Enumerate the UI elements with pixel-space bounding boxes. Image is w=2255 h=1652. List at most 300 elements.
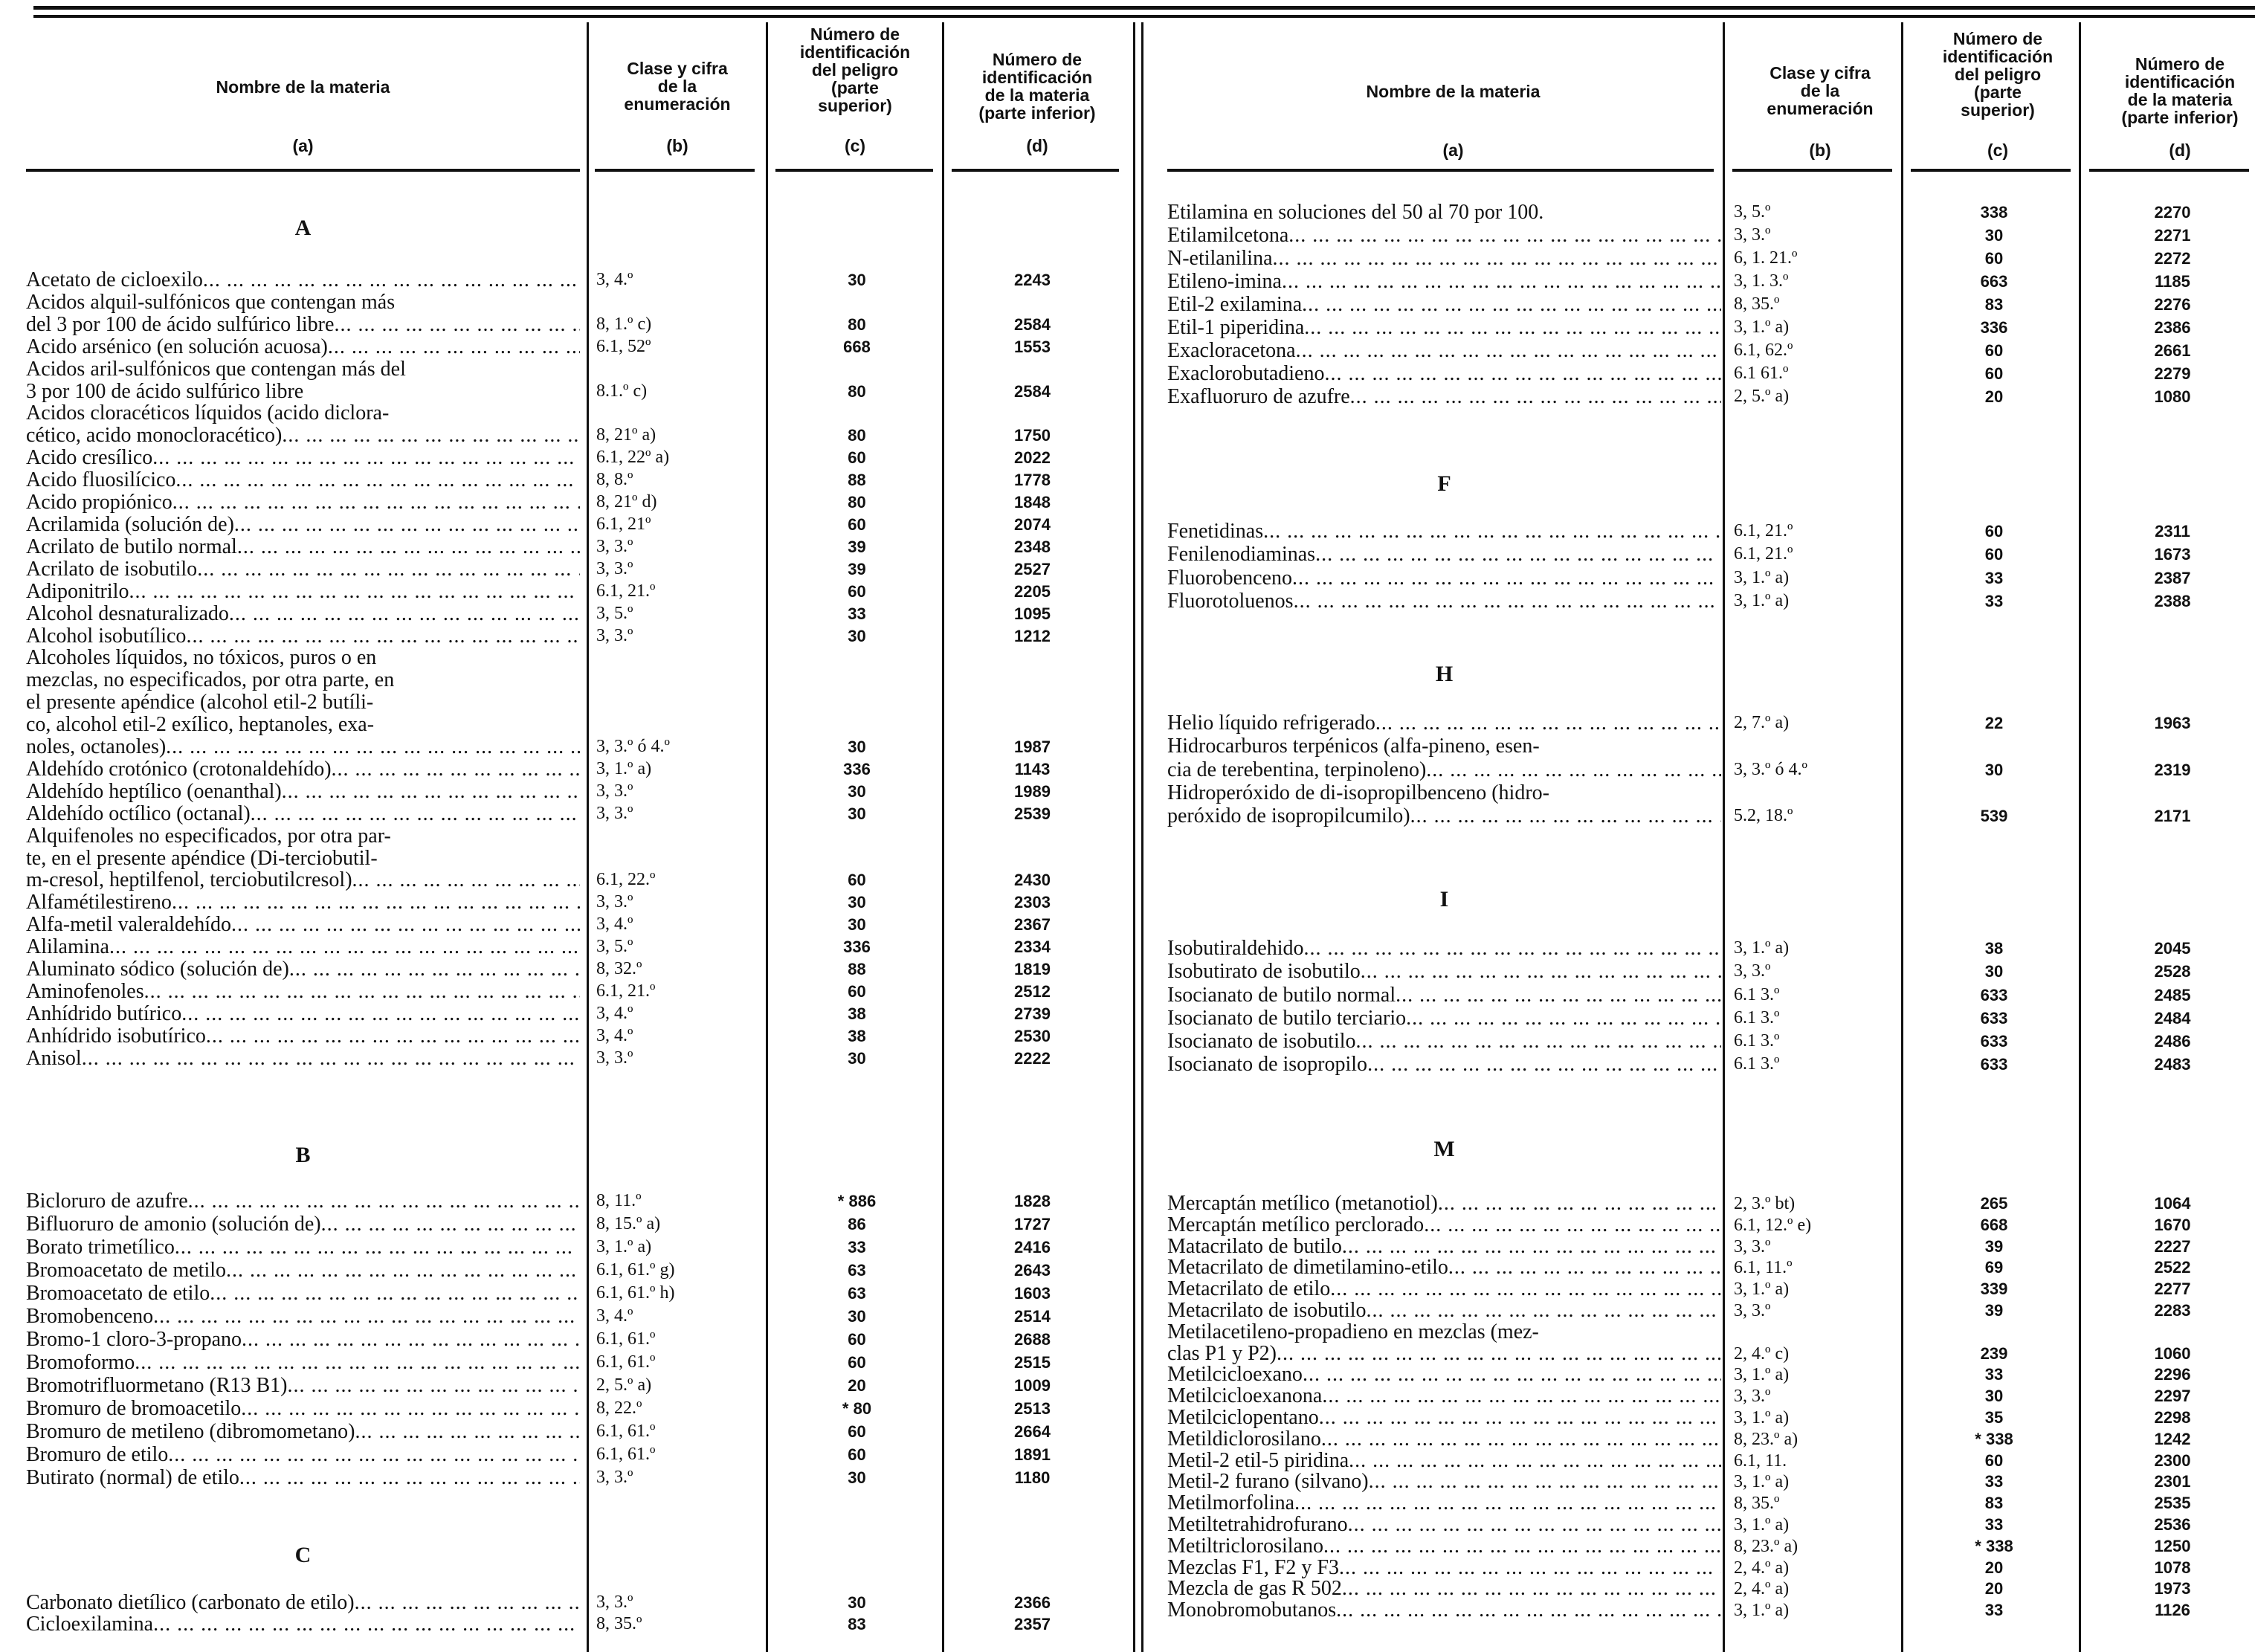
material-name bbox=[1167, 1578, 1721, 1600]
hazard-id-cell: 30 bbox=[1984, 962, 2004, 981]
class-cell: 6.1, 21º bbox=[596, 514, 651, 534]
name-text: Alfa-metil valeraldehído bbox=[26, 914, 231, 937]
table-row bbox=[0, 491, 1120, 514]
dot-leader bbox=[172, 491, 580, 514]
column-header-line: Número de bbox=[2135, 54, 2225, 74]
name-line bbox=[1167, 362, 1721, 385]
name-text: Butirato (normal) de etilo bbox=[26, 1466, 239, 1489]
hazard-id-cell: 60 bbox=[1984, 249, 2004, 268]
dot-leader bbox=[1348, 1514, 1721, 1536]
material-id-cell: 2513 bbox=[1014, 1399, 1051, 1418]
name-text: Fenilenodiaminas bbox=[1167, 543, 1316, 567]
hazard-id-cell: * 338 bbox=[1975, 1536, 2013, 1555]
name-line bbox=[1167, 1215, 1721, 1236]
name-text: Bromoacetato de etilo bbox=[26, 1282, 210, 1305]
hazard-id-cell: 60 bbox=[1984, 364, 2004, 383]
material-id-cell: 1987 bbox=[1014, 738, 1051, 757]
class-cell: 6.1, 11.º bbox=[1734, 1258, 1793, 1278]
column-header-line: identificación bbox=[2124, 72, 2236, 91]
table-row bbox=[0, 543, 2255, 566]
name-text: Metacrilato de etilo bbox=[1167, 1279, 1331, 1300]
column-header-line: del peligro bbox=[811, 60, 899, 80]
hazard-id-cell: 336 bbox=[843, 759, 871, 778]
name-text: Bromotrifluormetano (R13 B1) bbox=[26, 1374, 288, 1397]
hazard-id-cell: 83 bbox=[1984, 295, 2004, 314]
column-header-line: enumeración bbox=[1767, 99, 1874, 118]
material-name bbox=[1167, 270, 1721, 293]
name-line bbox=[1167, 1007, 1721, 1030]
dot-leader bbox=[1296, 339, 1721, 362]
name-text: Acido arsénico (en solución acuosa) bbox=[26, 335, 328, 358]
name-line bbox=[1167, 1364, 1721, 1386]
material-id-cell: 2297 bbox=[2154, 1387, 2191, 1406]
hazard-id-cell: 88 bbox=[848, 960, 866, 979]
material-id-cell: 1095 bbox=[1014, 604, 1051, 623]
material-id-cell: 2367 bbox=[1014, 915, 1051, 935]
class-cell: 6.1 3.º bbox=[1734, 1007, 1780, 1027]
column-header-b bbox=[1732, 64, 1909, 213]
hazard-id-cell: 33 bbox=[1984, 1365, 2004, 1384]
column-header-label: (b) bbox=[666, 136, 688, 155]
class-cell: 3, 3.º bbox=[1734, 225, 1771, 245]
material-name bbox=[1167, 339, 1721, 362]
column-header-line: de la bbox=[1800, 81, 1840, 100]
name-text: Alfamétilestireno bbox=[26, 891, 172, 914]
table-row bbox=[0, 1215, 2255, 1236]
name-text: Acidos alquil-sulfónicos que contengan más bbox=[26, 291, 396, 314]
class-cell: 3, 1.º a) bbox=[596, 1237, 652, 1256]
material-name bbox=[26, 625, 580, 648]
dot-leader bbox=[1304, 316, 1721, 339]
dot-leader bbox=[1315, 543, 1721, 566]
hazard-id-cell: * 338 bbox=[1975, 1429, 2013, 1448]
material-id-cell: 2483 bbox=[2154, 1055, 2191, 1074]
material-id-cell: 1727 bbox=[1014, 1215, 1051, 1233]
hazard-id-cell: 83 bbox=[1984, 1494, 2004, 1513]
material-name bbox=[1167, 1514, 1721, 1536]
name-line bbox=[1167, 781, 1721, 804]
dot-leader bbox=[1543, 201, 1721, 224]
name-text: Etilamina en soluciones del 50 al 70 por 100. bbox=[1167, 201, 1544, 224]
name-line bbox=[1167, 1429, 1721, 1451]
hazard-id-cell: 30 bbox=[848, 1307, 866, 1326]
name-text: Exacloracetona bbox=[1167, 339, 1296, 362]
material-id-cell: 2515 bbox=[1014, 1353, 1051, 1372]
material-id-cell: 2243 bbox=[1014, 271, 1051, 289]
name-line bbox=[1167, 1053, 1721, 1076]
column-header-label: (c) bbox=[844, 136, 866, 155]
name-text: te, en el presente apéndice (Di-terciobutil- bbox=[26, 846, 378, 870]
table-row bbox=[0, 1279, 2255, 1300]
column-header-line: enumeración bbox=[624, 94, 731, 114]
class-cell: 3, 1.º a) bbox=[1734, 1407, 1790, 1427]
name-text: Bromuro de metileno (dibromometano) bbox=[26, 1420, 355, 1443]
column-header-b bbox=[589, 59, 766, 208]
dot-leader bbox=[1369, 1471, 1721, 1493]
material-id-cell: 2227 bbox=[2154, 1236, 2191, 1256]
material-id-cell: 1778 bbox=[1014, 471, 1051, 490]
material-name bbox=[1167, 543, 1721, 566]
hazard-id-cell: 39 bbox=[848, 537, 866, 556]
name-text: Aluminato sódico (solución de) bbox=[26, 958, 289, 981]
column-header-line: (parte bbox=[1974, 83, 2022, 102]
hazard-id-cell: 30 bbox=[848, 893, 866, 912]
material-id-cell: 2522 bbox=[2154, 1258, 2191, 1277]
name-line bbox=[1167, 1030, 1721, 1053]
dot-leader bbox=[1323, 1536, 1721, 1558]
material-id-cell: 1126 bbox=[2155, 1601, 2190, 1620]
table-row bbox=[0, 1536, 2255, 1558]
class-cell: 3, 3.º bbox=[596, 558, 633, 578]
column-header-line: superior) bbox=[818, 96, 892, 115]
dot-leader bbox=[1375, 712, 1721, 735]
material-name bbox=[1167, 1536, 1721, 1558]
hazard-id-cell: 60 bbox=[1984, 1451, 2004, 1470]
material-id-cell: 1963 bbox=[2154, 714, 2191, 732]
table-row bbox=[0, 447, 1120, 469]
material-id-cell: 2484 bbox=[2154, 1008, 2191, 1027]
name-line bbox=[1167, 735, 1721, 758]
name-line bbox=[1167, 520, 1721, 543]
name-line bbox=[26, 914, 580, 936]
name-text: Bromuro de bromoacetilo bbox=[26, 1397, 242, 1420]
material-id-cell: 2171 bbox=[2154, 807, 2191, 826]
table-row bbox=[0, 1407, 2255, 1429]
name-line bbox=[1167, 1236, 1721, 1258]
material-name bbox=[26, 402, 580, 447]
table-row bbox=[0, 520, 2255, 543]
material-id-cell: 1009 bbox=[1014, 1376, 1051, 1395]
name-text: N-etilanilina bbox=[1167, 247, 1273, 270]
material-name bbox=[1167, 781, 1721, 828]
material-name bbox=[1167, 247, 1721, 270]
name-text: Exaclorobutadieno bbox=[1167, 362, 1325, 385]
material-name bbox=[1167, 1215, 1721, 1236]
column-header-c bbox=[768, 25, 942, 174]
column-header-title: Nombre de la materia bbox=[216, 77, 390, 97]
name-line bbox=[1167, 712, 1721, 735]
table-row bbox=[0, 270, 2255, 293]
material-name bbox=[1167, 712, 1721, 735]
name-text: Anhídrido isobutírico bbox=[26, 1025, 206, 1048]
dot-leader bbox=[1406, 1007, 1721, 1030]
hazard-id-cell: 60 bbox=[848, 581, 866, 601]
name-text: Alilamina bbox=[26, 936, 109, 959]
material-id-cell: 2388 bbox=[2154, 591, 2191, 610]
material-id-cell: 1828 bbox=[1014, 1192, 1051, 1210]
name-text: Acrilato de isobutilo bbox=[26, 558, 198, 581]
column-header-line: (parte inferior) bbox=[2121, 108, 2239, 127]
hazard-id-cell: 35 bbox=[1984, 1407, 2004, 1427]
hazard-id-cell: 239 bbox=[1980, 1343, 2008, 1363]
name-text: Aldehído crotónico (crotonaldehído) bbox=[26, 758, 332, 781]
hazard-id-cell: 60 bbox=[848, 871, 866, 890]
table-row bbox=[0, 625, 1120, 648]
class-cell: 8, 35.º bbox=[1734, 294, 1780, 314]
class-cell: 3, 3.º bbox=[596, 625, 633, 645]
dot-leader bbox=[1350, 385, 1721, 408]
dot-leader bbox=[1330, 1279, 1721, 1300]
name-line bbox=[26, 869, 580, 891]
table-row bbox=[0, 735, 2255, 781]
dot-leader bbox=[1321, 1429, 1721, 1451]
class-cell: 2, 4.º c) bbox=[1734, 1343, 1790, 1364]
table-row bbox=[0, 1451, 2255, 1472]
table-row bbox=[0, 339, 2255, 362]
hazard-id-cell: 539 bbox=[1980, 807, 2008, 826]
material-name bbox=[1167, 1322, 1721, 1365]
name-text: Helio líquido refrigerado bbox=[1167, 712, 1375, 735]
name-line bbox=[1167, 385, 1721, 408]
name-text: Acido fluosilícico bbox=[26, 469, 176, 492]
name-line bbox=[1167, 1514, 1721, 1536]
name-text: Etil-2 exilamina bbox=[1167, 293, 1303, 316]
class-cell: 3, 3.º bbox=[1734, 1387, 1771, 1407]
name-text: Anhídrido butírico bbox=[26, 1002, 182, 1025]
dot-leader bbox=[1339, 1558, 1721, 1579]
hazard-id-cell: 60 bbox=[848, 1422, 866, 1441]
table-row bbox=[0, 1053, 2255, 1076]
hazard-id-cell: 39 bbox=[848, 559, 866, 578]
dot-leader bbox=[172, 891, 580, 914]
material-id-cell: 2486 bbox=[2154, 1032, 2191, 1051]
section-E bbox=[0, 201, 2255, 408]
class-cell: 3, 3.º bbox=[1734, 961, 1771, 981]
hazard-id-cell: 60 bbox=[1984, 341, 2004, 360]
name-line bbox=[1167, 1343, 1721, 1365]
name-text: Etilamilcetona bbox=[1167, 224, 1289, 247]
column-header-title: Nombre de la materia bbox=[1366, 82, 1541, 101]
table-row bbox=[0, 224, 2255, 247]
class-cell: 3, 1. 3.º bbox=[1734, 271, 1789, 291]
name-line bbox=[1167, 201, 1721, 224]
class-cell: 6.1, 21.º bbox=[596, 981, 656, 1001]
dot-leader bbox=[186, 625, 580, 648]
dot-leader bbox=[175, 469, 580, 491]
class-cell: 3, 3.º bbox=[1734, 1300, 1771, 1320]
class-cell: 2, 4.º a) bbox=[1734, 1579, 1790, 1599]
table-row bbox=[0, 914, 1120, 936]
dot-leader bbox=[1292, 567, 1721, 590]
hazard-id-cell: 338 bbox=[1980, 203, 2008, 222]
dot-leader bbox=[1438, 1193, 1721, 1215]
class-cell: 6.1, 12.º e) bbox=[1734, 1215, 1812, 1235]
class-cell: 3, 1.º a) bbox=[1734, 317, 1790, 337]
material-id-cell: 2528 bbox=[2154, 962, 2191, 981]
class-cell: 2, 7.º a) bbox=[1734, 713, 1790, 732]
dot-leader bbox=[152, 447, 580, 469]
name-text: Metilmorfolina bbox=[1167, 1493, 1295, 1514]
section-letter: F bbox=[1437, 471, 1451, 496]
class-cell: 8, 22.º bbox=[596, 1398, 642, 1418]
section-letter: M bbox=[1433, 1137, 1455, 1161]
material-name bbox=[1167, 1300, 1721, 1322]
hazard-id-cell: 30 bbox=[1984, 760, 2004, 779]
material-name bbox=[1167, 316, 1721, 339]
name-text: Alcohol desnaturalizado bbox=[26, 602, 229, 625]
material-id-cell: 1250 bbox=[2154, 1536, 2191, 1555]
table-row bbox=[0, 1386, 2255, 1407]
material-name bbox=[1167, 1007, 1721, 1030]
name-line bbox=[1167, 1300, 1721, 1322]
name-text: Adiponitrilo bbox=[26, 580, 129, 603]
column-header-line: Número de bbox=[992, 50, 1083, 69]
material-name bbox=[26, 491, 580, 514]
material-id-cell: 2536 bbox=[2154, 1514, 2191, 1534]
column-header-label: (b) bbox=[1809, 141, 1831, 160]
table-row bbox=[0, 402, 1120, 447]
name-text: Fenetidinas bbox=[1167, 520, 1264, 543]
hazard-id-cell: 30 bbox=[848, 738, 866, 757]
class-cell: 3, 1.º a) bbox=[1734, 1472, 1790, 1492]
material-id-cell: 1848 bbox=[1014, 493, 1051, 512]
name-text: clas P1 y P2) bbox=[1167, 1341, 1277, 1365]
material-name bbox=[26, 447, 580, 469]
name-line bbox=[1167, 937, 1721, 960]
name-text: Bromoformo bbox=[26, 1351, 135, 1374]
class-cell: 6.1, 22º a) bbox=[596, 448, 670, 468]
name-text: Isocianato de isobutilo bbox=[1167, 1030, 1356, 1054]
hazard-id-cell: 30 bbox=[848, 781, 866, 801]
dot-leader bbox=[1396, 984, 1721, 1007]
hazard-id-cell: 39 bbox=[1984, 1236, 2004, 1256]
name-text: Acidos aril-sulfónicos que contengan más del bbox=[26, 358, 406, 381]
dot-leader bbox=[1448, 1257, 1721, 1279]
hazard-id-cell: 663 bbox=[1980, 272, 2008, 291]
material-id-cell: 2539 bbox=[1014, 804, 1051, 823]
name-text: Metacrilato de dimetilamino-etilo bbox=[1167, 1257, 1448, 1280]
material-name bbox=[1167, 1600, 1721, 1622]
hazard-id-cell: 30 bbox=[848, 1593, 866, 1612]
name-line bbox=[26, 891, 580, 914]
name-text: Isocianato de butilo terciario bbox=[1167, 1006, 1407, 1030]
material-id-cell: 1078 bbox=[2154, 1558, 2191, 1577]
name-text: Metilcicloexanona bbox=[1167, 1386, 1323, 1407]
column-header-line: identificación bbox=[981, 68, 1093, 87]
name-text: Mercaptán metílico perclorado bbox=[1167, 1214, 1425, 1236]
hazard-id-cell: 60 bbox=[1984, 522, 2004, 541]
class-cell: 6.1 3.º bbox=[1734, 1054, 1780, 1074]
table-row bbox=[0, 1193, 2255, 1215]
hazard-id-cell: 88 bbox=[848, 471, 866, 490]
name-text: Acido cresílico bbox=[26, 447, 153, 470]
class-cell: 6.1, 61.º bbox=[596, 1445, 656, 1464]
material-id-cell: 2387 bbox=[2154, 568, 2191, 587]
table-row bbox=[0, 1300, 2255, 1322]
name-line bbox=[26, 469, 580, 491]
name-text: peróxido de isopropilcumilo) bbox=[1167, 804, 1410, 828]
dot-leader bbox=[1342, 1236, 1721, 1258]
material-name bbox=[1167, 1236, 1721, 1258]
name-line bbox=[1167, 1279, 1721, 1300]
hazard-id-cell: 63 bbox=[848, 1261, 866, 1280]
hazard-id-cell: 30 bbox=[1984, 226, 2004, 245]
dot-leader bbox=[1273, 247, 1721, 270]
name-text: Bromoacetato de metilo bbox=[26, 1259, 227, 1282]
material-id-cell: 2270 bbox=[2154, 203, 2191, 222]
column-header-line: Número de bbox=[1952, 29, 2043, 48]
material-id-cell: 2205 bbox=[1014, 581, 1051, 601]
name-line bbox=[1167, 316, 1721, 339]
dot-leader bbox=[1322, 1386, 1721, 1407]
material-name bbox=[26, 914, 580, 936]
table-row bbox=[0, 1493, 2255, 1514]
class-cell: 3, 3.º bbox=[596, 1468, 633, 1487]
material-name bbox=[26, 469, 580, 491]
table-row bbox=[0, 825, 1120, 892]
section-F bbox=[0, 520, 2255, 613]
name-text: Monobromobutanos bbox=[1167, 1600, 1337, 1622]
class-cell: 5.2, 18.º bbox=[1734, 806, 1793, 826]
name-line bbox=[1167, 293, 1721, 316]
class-cell: 3, 4.º bbox=[596, 1306, 633, 1326]
hazard-id-cell: 86 bbox=[848, 1215, 866, 1233]
dot-leader bbox=[1361, 960, 1721, 983]
material-name bbox=[1167, 520, 1721, 543]
section-letter: I bbox=[1439, 887, 1449, 911]
material-id-cell: 1143 bbox=[1014, 759, 1051, 778]
name-text: Metacrilato de isobutilo bbox=[1167, 1300, 1367, 1322]
hazard-id-cell: 633 bbox=[1980, 985, 2008, 1004]
name-line bbox=[1167, 1536, 1721, 1558]
class-cell: 6.1, 21.º bbox=[596, 581, 656, 601]
class-cell: 8, 15.º a) bbox=[596, 1214, 661, 1233]
name-line bbox=[1167, 984, 1721, 1007]
column-header-line: superior) bbox=[1961, 100, 2035, 120]
hazard-id-cell: 633 bbox=[1980, 1055, 2008, 1074]
dot-leader bbox=[1356, 1030, 1721, 1053]
name-text: Mezclas F1, F2 y F3 bbox=[1167, 1557, 1339, 1579]
name-text: Metil-2 furano (silvano) bbox=[1167, 1471, 1369, 1494]
name-text: Alcoholes líquidos, no tóxicos, puros o en bbox=[26, 647, 377, 670]
dot-leader bbox=[1302, 293, 1721, 316]
material-id-cell: 1060 bbox=[2154, 1343, 2191, 1363]
hazard-id-cell: 265 bbox=[1980, 1194, 2008, 1213]
material-id-cell: 2530 bbox=[1014, 1026, 1051, 1045]
material-id-cell: 1185 bbox=[2155, 272, 2190, 291]
hazard-id-cell: 33 bbox=[1984, 1601, 2004, 1620]
material-id-cell: 2535 bbox=[2154, 1494, 2191, 1513]
dot-leader bbox=[1319, 1407, 1721, 1429]
name-text: Alquifenoles no especificados, por otra par- bbox=[26, 825, 391, 848]
material-id-cell: 1064 bbox=[2154, 1194, 2191, 1213]
material-id-cell: 2045 bbox=[2154, 939, 2191, 958]
material-name bbox=[1167, 293, 1721, 316]
material-name bbox=[1167, 1451, 1721, 1472]
column-header-line: Clase y cifra bbox=[627, 59, 728, 78]
class-cell: 8, 35.º bbox=[596, 1614, 642, 1633]
class-cell: 6.1, 21.º bbox=[1734, 544, 1793, 564]
name-line bbox=[1167, 339, 1721, 362]
class-cell: 2, 4.º a) bbox=[1734, 1558, 1790, 1578]
name-text: noles, octanoles) bbox=[26, 735, 167, 758]
class-cell: 8, 1.º c) bbox=[596, 314, 652, 334]
hazard-id-cell: 30 bbox=[848, 804, 866, 823]
name-text: Aminofenoles bbox=[26, 981, 144, 1003]
name-text: Aldehído octílico (octanal) bbox=[26, 802, 251, 825]
table-row bbox=[0, 712, 2255, 735]
name-text: Acrilamida (solución de) bbox=[26, 513, 234, 536]
section-letter: H bbox=[1435, 662, 1454, 686]
dot-leader bbox=[282, 425, 580, 447]
name-text: Metilciclopentano bbox=[1167, 1407, 1319, 1429]
hazard-id-cell: 60 bbox=[848, 982, 866, 1001]
hazard-id-cell: 80 bbox=[848, 493, 866, 512]
class-cell: 6.1, 61.º bbox=[596, 1422, 656, 1441]
hazard-id-cell: 38 bbox=[848, 1026, 866, 1045]
hazard-id-cell: 20 bbox=[1984, 387, 2004, 406]
class-cell: 6.1, 21.º bbox=[1734, 521, 1793, 541]
